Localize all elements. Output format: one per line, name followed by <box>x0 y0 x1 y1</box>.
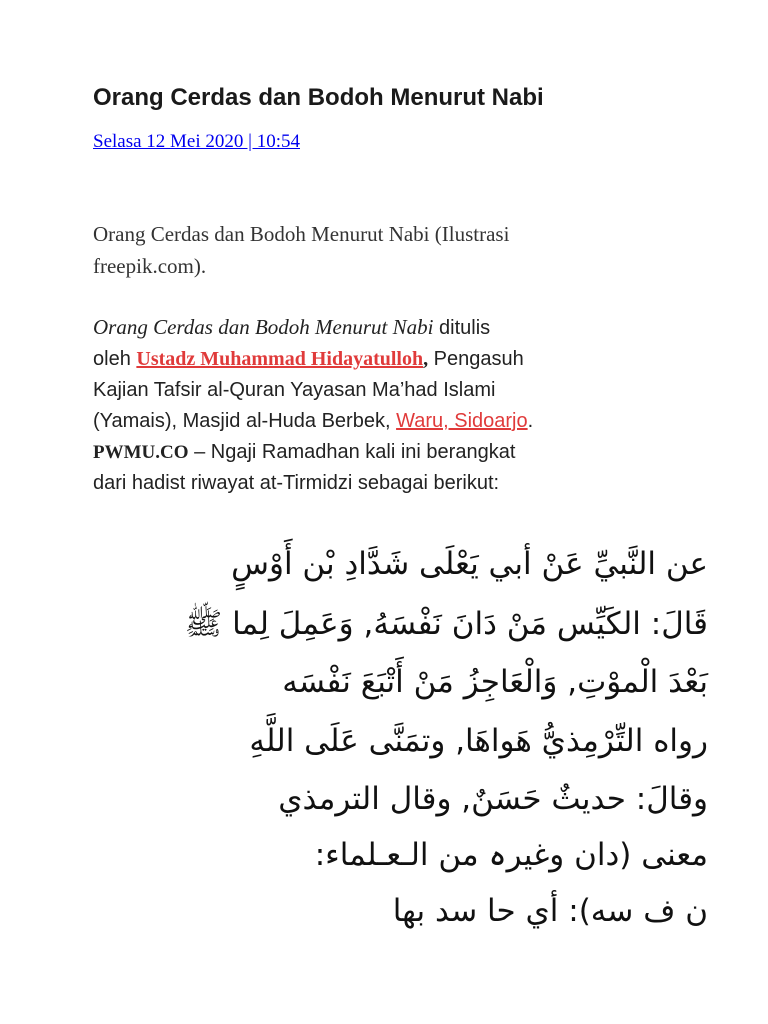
arabic-hadith-line-7: ن ف سه): أي حا سد بها <box>392 893 708 929</box>
arabic-hadith-line-4: رواه التِّرْمِذيُّ هَواهَا, وتمَنَّى عَلَى اللَّهِ <box>249 723 708 759</box>
image-caption <box>93 218 653 282</box>
author-link[interactable]: Ustadz Muhammad Hidayatulloh <box>136 348 424 370</box>
location-link[interactable]: Waru, Sidoarjo <box>396 410 528 432</box>
intro-text-pengasuh: Pengasuh <box>428 348 524 370</box>
arabic-hadith-line-2: قَالَ: الكَيِّس مَنْ دَانَ نَفْسَهُ, وَعَمِلَ لِما ﷺ <box>184 606 708 642</box>
article-title: Orang Cerdas dan Bodoh Menurut Nabi <box>93 84 544 111</box>
caption-line-1: Orang Cerdas dan Bodoh Menurut Nabi (Ilustrasi <box>93 222 510 246</box>
article-intro <box>93 312 693 499</box>
intro-text-oleh: oleh <box>93 348 137 370</box>
intro-line-5-rest: – Ngaji Ramadhan kali ini berangkat <box>188 441 516 463</box>
arabic-hadith-line-5: وقالَ: حديثٌ حَسَنٌ, وقال الترمذي <box>278 781 708 817</box>
intro-italic-title: Orang Cerdas dan Bodoh Menurut Nabi <box>93 315 434 339</box>
intro-line-6: dari hadist riwayat at-Tirmidzi sebagai berikut: <box>93 472 500 494</box>
article-date-link[interactable]: Selasa 12 Mei 2020 | 10:54 <box>93 131 300 152</box>
arabic-hadith-line-3: بَعْدَ الْموْتِ, وَالْعَاجِزُ مَنْ أَتْبَعَ نَفْسَه <box>282 664 708 700</box>
brand-name: PWMU.CO <box>93 442 189 463</box>
arabic-hadith-line-1: عن النَّبيِّ عَنْ أبي يَعْلَى شَدَّادِ بْن أَوْسٍ <box>231 546 708 582</box>
intro-line-3: Kajian Tafsir al-Quran Yayasan Ma’had Islami <box>93 379 496 401</box>
arabic-hadith-line-6: معنی (دان وغیرہ من الـعـلماء: <box>314 837 708 873</box>
intro-text-ditulis: ditulis <box>433 317 491 339</box>
intro-line-4-prefix: (Yamais), Masjid al-Huda Berbek, <box>93 410 397 432</box>
intro-comma: , <box>423 348 429 370</box>
caption-line-2: freepik.com). <box>93 254 207 278</box>
intro-period: . <box>527 410 534 432</box>
